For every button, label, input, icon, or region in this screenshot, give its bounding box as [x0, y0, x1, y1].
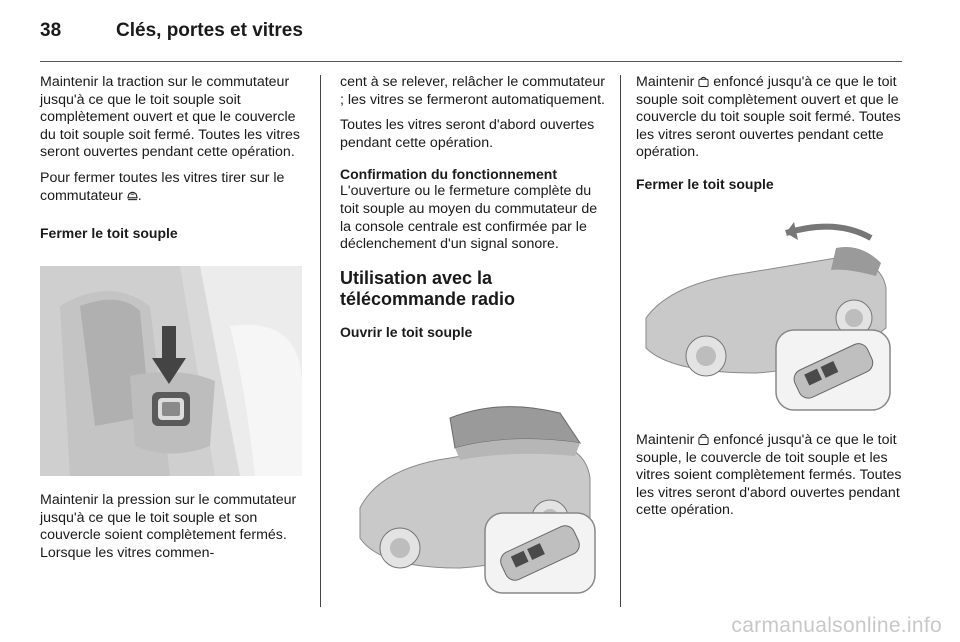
paragraph: cent à se relever, relâcher le commutateur ; les vitres se fermeront automatiquement.: [340, 74, 605, 108]
paragraph: Maintenir enfoncé jusqu'à ce que le toit souple, le couvercle de toit souple et les vitres soient complètement fermés. Toutes les vitres seront d'abord ouvertes pendant cette opération.: [636, 432, 902, 519]
section-heading: Utilisation avec la: [340, 267, 493, 288]
chapter-title: Clés, portes et vitres: [116, 20, 303, 41]
header-rule: [40, 61, 902, 62]
remote-open-button-icon: [698, 75, 709, 88]
paragraph: Maintenir enfoncé jusqu'à ce que le toit souple soit complètement ouvert et que le couvercle du toit souple soit fermé. Toutes les vitres seront ouvertes pendant cette opération.: [636, 74, 901, 161]
section-heading: télécommande radio: [340, 288, 516, 309]
page-header: [40, 18, 900, 60]
paragraph-text: Pour fermer toutes les vitres tirer sur le commutateur: [40, 169, 285, 204]
column-1: [40, 74, 304, 242]
watermark: carmanualsonline.info: [731, 614, 942, 637]
page-number: 38: [40, 20, 62, 41]
console-switch-illustration: [40, 266, 302, 476]
column-3: [636, 74, 902, 193]
column-divider: [320, 75, 321, 607]
column-divider: [620, 75, 621, 607]
section-subheading: Fermer le toit souple: [636, 175, 774, 192]
remote-close-button-icon: [698, 433, 709, 446]
section-subheading: Fermer le toit souple: [40, 225, 178, 242]
convertible-switch-icon: [127, 189, 138, 202]
column-3-bottom: [636, 432, 902, 520]
car-roof-open-illustration: [340, 388, 602, 598]
section-subheading: Confirmation du fonctionnement: [340, 166, 557, 183]
paragraph: Pour fermer toutes les vitres tirer sur le commutateur .: [40, 169, 285, 204]
column-2: [340, 74, 606, 341]
paragraph: L'ouverture ou le fermeture complète du toit souple au moyen du commutateur de la console centrale est confirmée par le déclenchement d'un signal sonore.: [340, 183, 598, 253]
car-roof-close-illustration: [636, 208, 898, 416]
paragraph: Maintenir la pression sur le commutateur jusqu'à ce que le toit souple et son couvercle soient complètement fermés. Lorsque les vitres commen-: [40, 492, 297, 561]
section-subheading: Ouvrir le toit souple: [340, 323, 473, 340]
column-1-bottom: [40, 492, 304, 562]
paragraph: Toutes les vitres seront d'abord ouvertes pendant cette opération.: [340, 117, 595, 151]
paragraph: Maintenir la traction sur le commutateur jusqu'à ce que le toit souple soit complètement ouvert et que le couvercle du toit souple soit fermé. Toutes les vitres seront ouvertes pendant cette opération.: [40, 74, 300, 161]
